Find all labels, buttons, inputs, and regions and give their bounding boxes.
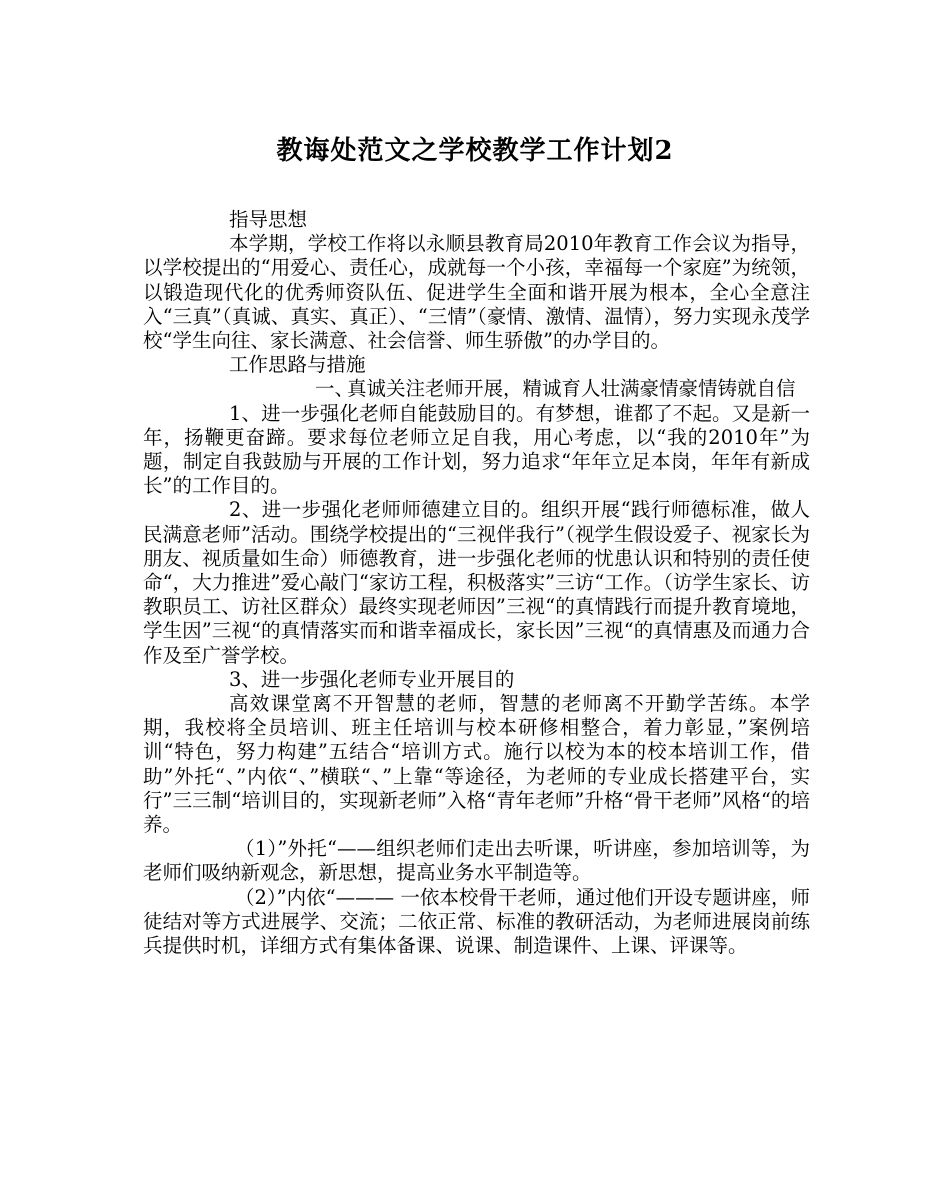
list-item: （2）”内依“——— 一依本校骨干老师，通过他们开设专题讲座，师徒结对等方式进展学、交流；二依正常、标准的教研活动，为老师进展岗前练兵提供时机，详细方式有集体备课、说课、制造课件、上课、评课等。 — [143, 885, 810, 958]
paragraph: 高效课堂离不开智慧的老师，智慧的老师离不开勤学苦练。本学期，我校将全员培训、班主任培训与校本研修相整合，着力彰显，”案例培训“特色，努力构建”五结合“培训方式。施行以校为本的校本培训工作，借助”外托“、”内依“、”横联“、”上靠“等途径，为老师的专业成长搭建平台，实行”三三制“培训目的，实现新老师”入格“青年老师”升格“骨干老师”风格“的培养。 — [143, 692, 810, 837]
heading-work-ideas: 工作思路与措施 — [229, 353, 366, 377]
heading-guiding-thought: 指导思想 — [229, 208, 308, 231]
list-item: （1）”外托“——组织老师们走出去听课，听讲座，参加培训等，为老师们吸纳新观念，新思想，提高业务水平制造等。 — [143, 837, 810, 885]
paragraph: 1、进一步强化老师自能鼓励目的。有梦想，谁都了不起。又是新一年，扬鞭更奋蹄。要求每位老师立足自我，用心考虑，以“我的2010年”为题，制定自我鼓励与开展的工作计划，努力追求“年年立足本岗，年年有新成长”的工作目的。 — [143, 401, 810, 498]
section-heading-text: 真诚关注老师开展，精诚育人壮满豪情豪情铸就自信 — [347, 377, 796, 401]
document-title: 教诲处范文之学校教学工作计划2 — [276, 136, 674, 166]
paragraph: 2、进一步强化老师师德建立目的。组织开展“践行师德标准，做人民满意老师”活动。围绕学校提出的“三视伴我行”（视学生假设爱子、视家长为朋友、视质量如生命）师德教育，进一步强化老师的忧患认识和特别的责任使命“，大力推进”爱心敲门“家访工程，积极落实”三访“工作。（访学生家长、访教职员工、访社区群众）最终实现老师因”三视“的真情践行而提升教育境地，学生因”三视“的真情落实而和谐幸福成长，家长因”三视“的真情惠及而通力合作及至广誉学校。 — [143, 498, 810, 667]
paragraph: 本学期，学校工作将以永顺县教育局2010年教育工作会议为指导，以学校提出的“用爱心、责任心，成就每一个小孩，幸福每一个家庭”为统领，以锻造现代化的优秀师资队伍、促进学生全面和谐开展为根本，全心全意注入“三真”（真诚、真实、真正）、“三情”（豪情、激情、温情），努力实现永茂学校“学生向往、家长满意、社会信誉、师生骄傲”的办学目的。 — [143, 232, 810, 353]
document-body — [143, 208, 810, 958]
section-heading — [143, 377, 810, 401]
subheading: 3、进一步强化老师专业开展目的 — [229, 667, 515, 691]
section-number: 一、 — [315, 377, 355, 401]
